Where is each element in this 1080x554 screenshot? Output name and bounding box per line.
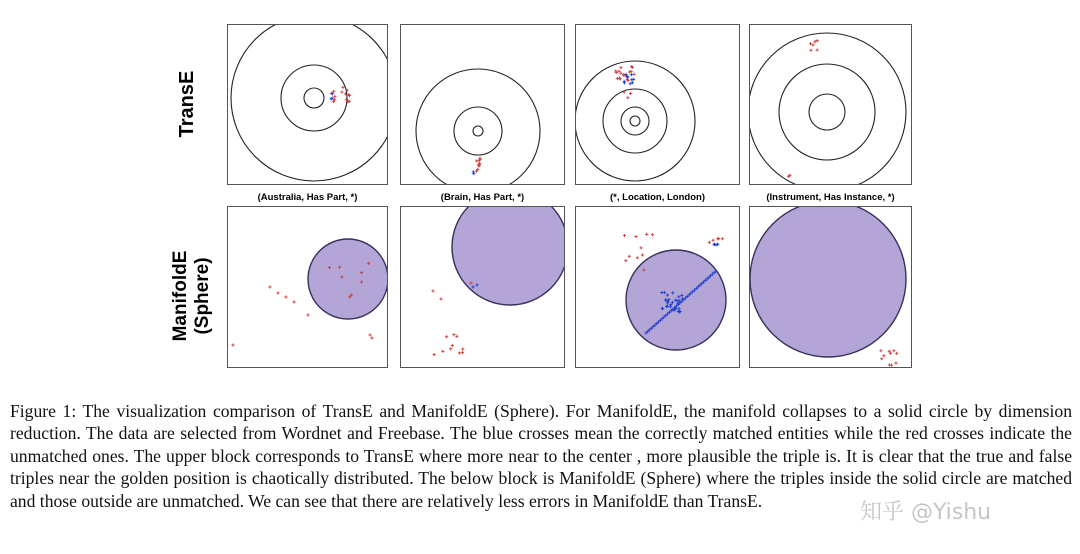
incorrect-cross: [623, 234, 626, 237]
correct-cross: [472, 170, 475, 173]
panel-caption-4: (Instrument, Has Instance, *): [766, 192, 895, 203]
incorrect-cross: [292, 300, 295, 303]
incorrect-cross: [370, 336, 373, 339]
incorrect-cross: [455, 335, 458, 338]
ring-1: [281, 65, 347, 131]
watermark: 知乎 @Yishu: [860, 500, 992, 525]
incorrect-cross: [431, 289, 434, 292]
incorrect-cross: [284, 295, 287, 298]
incorrect-cross: [306, 313, 309, 316]
incorrect-cross: [882, 354, 885, 357]
ring-2: [473, 126, 483, 136]
incorrect-cross: [629, 92, 632, 95]
incorrect-cross: [879, 349, 882, 352]
sphere: [750, 207, 906, 357]
transe-panel-4: [749, 24, 912, 185]
incorrect-cross: [721, 237, 724, 240]
incorrect-cross: [341, 86, 344, 89]
correct-cross: [630, 73, 633, 76]
incorrect-cross: [231, 343, 234, 346]
panel-caption-1: (Australia, Has Part, *): [257, 192, 358, 203]
correct-cross: [632, 78, 635, 81]
manifolde-plot-2: [401, 207, 565, 368]
figure: [170, 18, 915, 378]
ring-2: [621, 107, 649, 135]
ring-1: [603, 89, 667, 153]
correct-cross: [472, 172, 475, 175]
incorrect-cross: [626, 96, 629, 99]
transe-plot-2: [401, 25, 565, 185]
transe-panel-1: [227, 24, 388, 185]
incorrect-cross: [451, 344, 454, 347]
ring-0: [231, 25, 388, 181]
row-label-manifolde: ManifoldE (Sphere): [170, 250, 213, 342]
incorrect-cross: [268, 285, 271, 288]
sphere: [308, 239, 388, 319]
manifolde-panel-1: [227, 206, 388, 368]
incorrect-cross: [441, 350, 444, 353]
sphere: [452, 207, 565, 305]
incorrect-cross: [624, 259, 627, 262]
incorrect-cross: [619, 72, 622, 75]
incorrect-cross: [639, 246, 642, 249]
manifolde-panel-2: [400, 206, 565, 368]
incorrect-cross: [880, 357, 883, 360]
panel-caption-2: (Brain, Has Part, *): [440, 192, 525, 203]
ring-1: [779, 64, 875, 160]
incorrect-cross: [816, 48, 819, 51]
transe-panel-2: [400, 24, 565, 185]
ring-0: [576, 61, 695, 181]
incorrect-cross: [634, 235, 637, 238]
incorrect-cross: [452, 333, 455, 336]
incorrect-cross: [708, 241, 711, 244]
incorrect-cross: [449, 347, 452, 350]
incorrect-cross: [641, 253, 644, 256]
ring-0: [416, 69, 540, 185]
incorrect-cross: [276, 291, 279, 294]
row-label-transe: TransE: [176, 70, 198, 138]
ring-1: [454, 107, 502, 155]
incorrect-cross: [628, 255, 631, 258]
transe-plot-4: [750, 25, 912, 185]
incorrect-cross: [809, 49, 812, 52]
panel-caption-3: (*, Location, London): [610, 192, 705, 203]
incorrect-cross: [433, 353, 436, 356]
manifolde-plot-4: [750, 207, 912, 368]
ring-2: [304, 88, 324, 108]
incorrect-cross: [895, 352, 898, 355]
incorrect-cross: [458, 351, 461, 354]
incorrect-cross: [651, 233, 654, 236]
incorrect-cross: [645, 233, 648, 236]
incorrect-cross: [717, 237, 720, 240]
incorrect-cross: [340, 90, 343, 93]
incorrect-cross: [892, 349, 895, 352]
transe-panel-3: [575, 24, 740, 185]
figure-caption: Figure 1: The visualization comparison of TransE and ManifoldE (Sphere). For ManifoldE, the manifold collapses to a solid circle by dimension reduction. The data are selected from Wordnet and Freebase. The blue crosses mean the correctly matched entities while the red crosses indicate the unmatched ones. The upper block corresponds to TransE where more near to the center , more plausible the triple is. It is clear that the true and false triples near the golden position is chaotically distributed. The below block is ManifoldE (Sphere) where the triples inside the solid circle are matched and those outside are unmatched. We can see that there are relatively less errors in ManifoldE than TransE.: [10, 401, 1072, 511]
transe-plot-1: [228, 25, 388, 185]
incorrect-cross: [890, 364, 893, 367]
incorrect-cross: [616, 77, 619, 80]
incorrect-cross: [445, 335, 448, 338]
manifolde-plot-3: [576, 207, 740, 368]
incorrect-cross: [636, 256, 639, 259]
manifolde-panel-4: [749, 206, 912, 368]
transe-plot-3: [576, 25, 740, 185]
incorrect-cross: [461, 347, 464, 350]
incorrect-cross: [619, 66, 622, 69]
incorrect-cross: [368, 333, 371, 336]
ring-3: [630, 116, 640, 126]
incorrect-cross: [894, 361, 897, 364]
ring-2: [809, 94, 845, 130]
incorrect-cross: [711, 239, 714, 242]
manifolde-panel-3: [575, 206, 740, 368]
incorrect-cross: [461, 351, 464, 354]
incorrect-cross: [439, 297, 442, 300]
ring-0: [750, 33, 906, 185]
manifolde-plot-1: [228, 207, 388, 368]
